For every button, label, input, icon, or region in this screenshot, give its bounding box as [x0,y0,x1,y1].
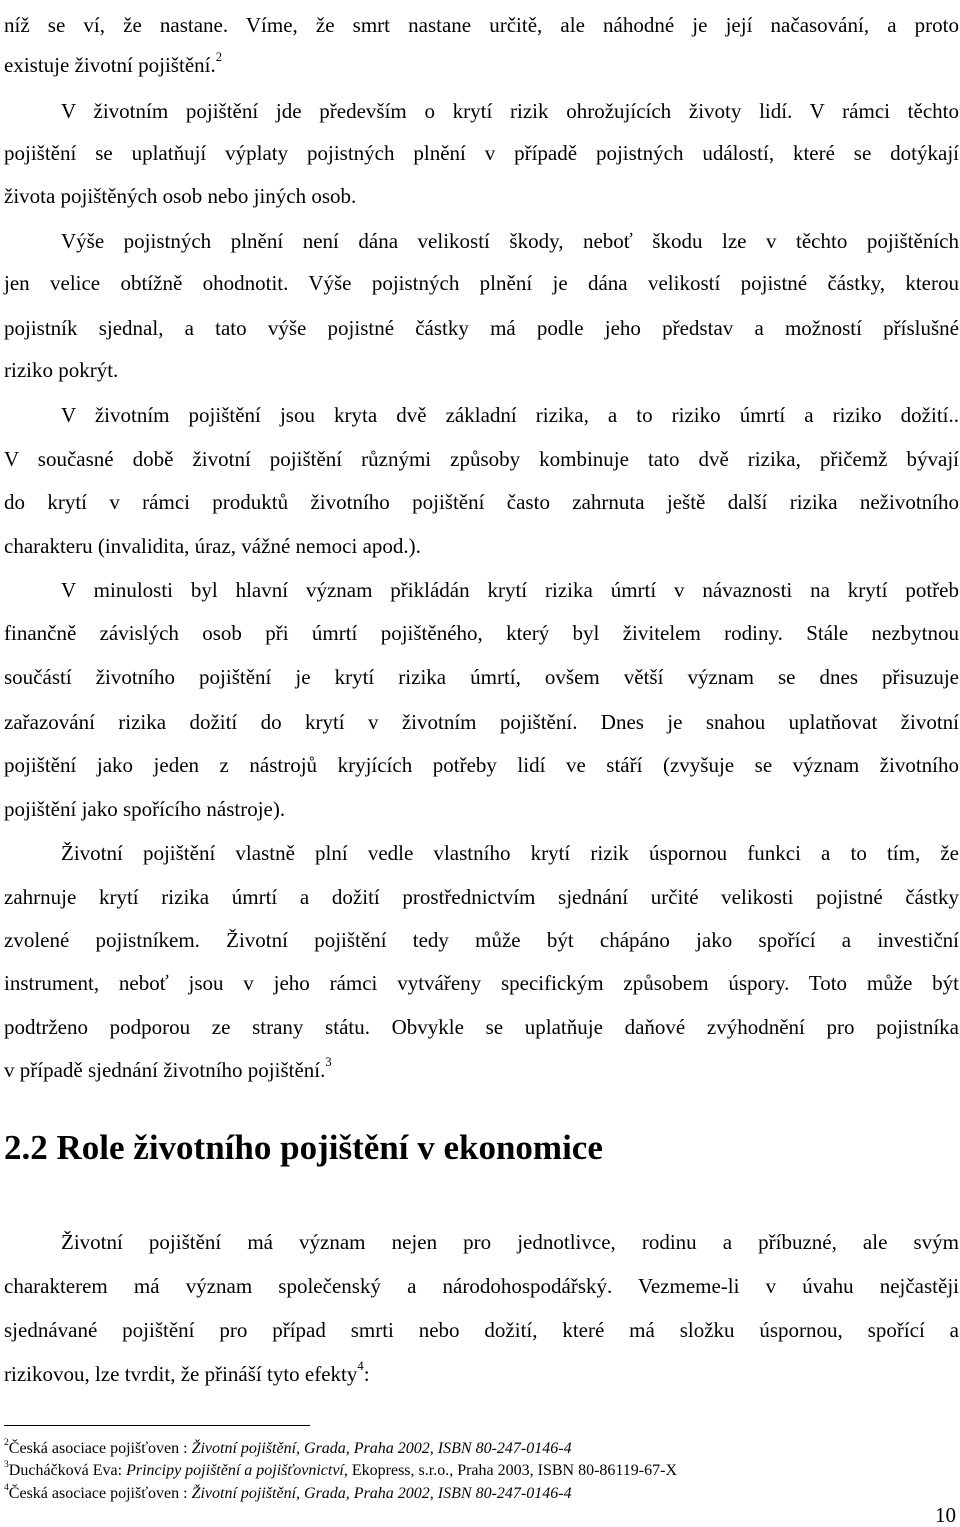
section-line [4,1317,959,1343]
section-line [4,1273,959,1299]
footnote-number: 3 [4,1458,9,1470]
body-line [4,357,959,383]
body-line [4,183,959,209]
body-line-text: charakteru (invalidita, úraz, vážné nemoci apod.). [4,534,421,558]
page-number: 10 [935,1503,956,1527]
body-line-text: V minulosti byl hlavní význam přikládán krytí rizika úmrtí v návaznosti na krytí potřeb [61,578,959,602]
footnote [4,1436,572,1458]
body-line-text: pojistník sjednal, a tato výše pojistné částky má podle jeho představ a možností příslušné [4,316,959,340]
body-line-text: pojištění jako jeden z nástrojů kryjících potřeby lidí ve stáří (zvyšuje se význam životního [4,753,959,777]
body-line [4,1057,959,1083]
body-line-text: níž se ví, že nastane. Víme, že smrt nastane určitě, ale náhodné je její načasování, a proto [4,13,959,37]
footnote-title: Životní pojištění, Grada, Praha 2002, ISBN 80-247-0146-4 [191,1440,572,1457]
footnote [4,1458,678,1480]
section-line-text: rizikovou, lze tvrdit, že přináší tyto efekty [4,1362,358,1386]
body-line [61,577,959,603]
body-line [4,12,959,38]
footnote-reference[interactable]: 4 [357,1359,364,1374]
body-line-text: v případě sjednání životního pojištění. [4,1058,326,1082]
body-line [4,489,959,515]
section-line-text: charakterem má význam společenský a národohospodářský. Vezmeme-li v úvahu nejčastěji [4,1274,959,1298]
body-line [4,270,959,296]
body-line-text: podtrženo podporou ze strany státu. Obvykle se uplatňuje daňové zvýhodnění pro pojistníka [4,1015,959,1039]
body-line [4,664,959,690]
body-line-text: Výše pojistných plnění není dána velikostí škody, neboť škodu lze v těchto pojištěních [61,229,959,253]
section-line-text: sjednávané pojištění pro případ smrti nebo dožití, které má složku úspornou, spořící a [4,1318,959,1342]
body-line-text: pojištění jako spořícího nástroje). [4,797,286,821]
body-line-text: pojištění se uplatňují výplaty pojistných plnění v případě pojistných událostí, které se dotýkají [4,141,959,165]
body-line [4,52,959,78]
body-line [4,970,959,996]
section-heading: 2.2 Role životního pojištění v ekonomice [4,1128,603,1167]
body-line-text: instrument, neboť jsou v jeho rámci vytvářeny specifickým způsobem úspory. Toto může být [4,971,959,995]
body-line-text: V současné době životní pojištění různými způsoby kombinuje tato dvě rizika, přičemž bývají [4,447,959,471]
footnote-number: 4 [4,1481,9,1493]
section-line-tail: : [363,1362,370,1386]
body-line [61,98,959,124]
body-line [61,228,959,254]
body-line-text: součástí životního pojištění je krytí rizika úmrtí, ovšem větší význam se dnes přisuzuje [4,665,959,689]
body-line [61,402,959,428]
footnote-separator [4,1425,310,1426]
footnote-reference[interactable]: 2 [215,50,223,65]
footnote-author: Ducháčková Eva: [8,1462,127,1479]
body-line-text: života pojištěných osob nebo jiných osob. [4,184,357,208]
body-line [4,140,959,166]
body-line [4,884,959,910]
footnote-publisher: , Ekopress, s.r.o., Praha 2003, ISBN 80-86119-67-X [343,1462,678,1479]
body-line-text: zařazování rizika dožití do krytí v životním pojištění. Dnes je snahou uplatňovat životní [4,710,959,734]
section-line-text: Životní pojištění má význam nejen pro jednotlivce, rodinu a příbuzné, ale svým [61,1230,959,1254]
body-line [4,533,959,559]
body-line [4,709,959,735]
footnote-author: Česká asociace pojišťoven : [8,1485,192,1502]
section-line [4,1361,959,1387]
footnote-title: Principy pojištění a pojišťovnictví [126,1462,344,1479]
body-line-text: Životní pojištění vlastně plní vedle vlastního krytí rizik úspornou funkci a to tím, že [61,841,959,865]
body-line-text: V životním pojištění jsou kryta dvě základní rizika, a to riziko úmrtí a riziko dožití.. [61,403,959,427]
body-line-text: finančně závislých osob při úmrtí pojištěného, který byl živitelem rodiny. Stále nezbytnou [4,621,959,645]
body-line [4,315,959,341]
body-line-text: zvolené pojistníkem. Životní pojištění tedy může být chápáno jako spořící a investiční [4,928,959,952]
body-line-text: zahrnuje krytí rizika úmrtí a dožití prostřednictvím sjednání určité velikosti pojistné částky [4,885,959,909]
body-line-text: jen velice obtížně ohodnotit. Výše pojistných plnění je dána velikostí pojistné částky, kterou [4,271,959,295]
footnote-title: Životní pojištění, Grada, Praha 2002, ISBN 80-247-0146-4 [191,1485,572,1502]
body-line [4,796,959,822]
body-line-text: riziko pokrýt. [4,358,119,382]
body-line [61,840,959,866]
section-line [61,1229,959,1255]
body-line-text: existuje životní pojištění. [4,53,216,77]
footnote-number: 2 [4,1436,9,1448]
body-line [4,927,959,953]
body-line [4,620,959,646]
body-line [4,752,959,778]
body-line-text: V životním pojištění jde především o krytí rizik ohrožujících životy lidí. V rámci těchto [61,99,959,123]
footnote-author: Česká asociace pojišťoven : [8,1440,192,1457]
body-line-text: do krytí v rámci produktů životního pojištění často zahrnuta ještě další rizika neživotního [4,490,959,514]
body-line [4,1014,959,1040]
footnote [4,1481,572,1503]
body-line [4,446,959,472]
footnote-reference[interactable]: 3 [325,1055,332,1070]
